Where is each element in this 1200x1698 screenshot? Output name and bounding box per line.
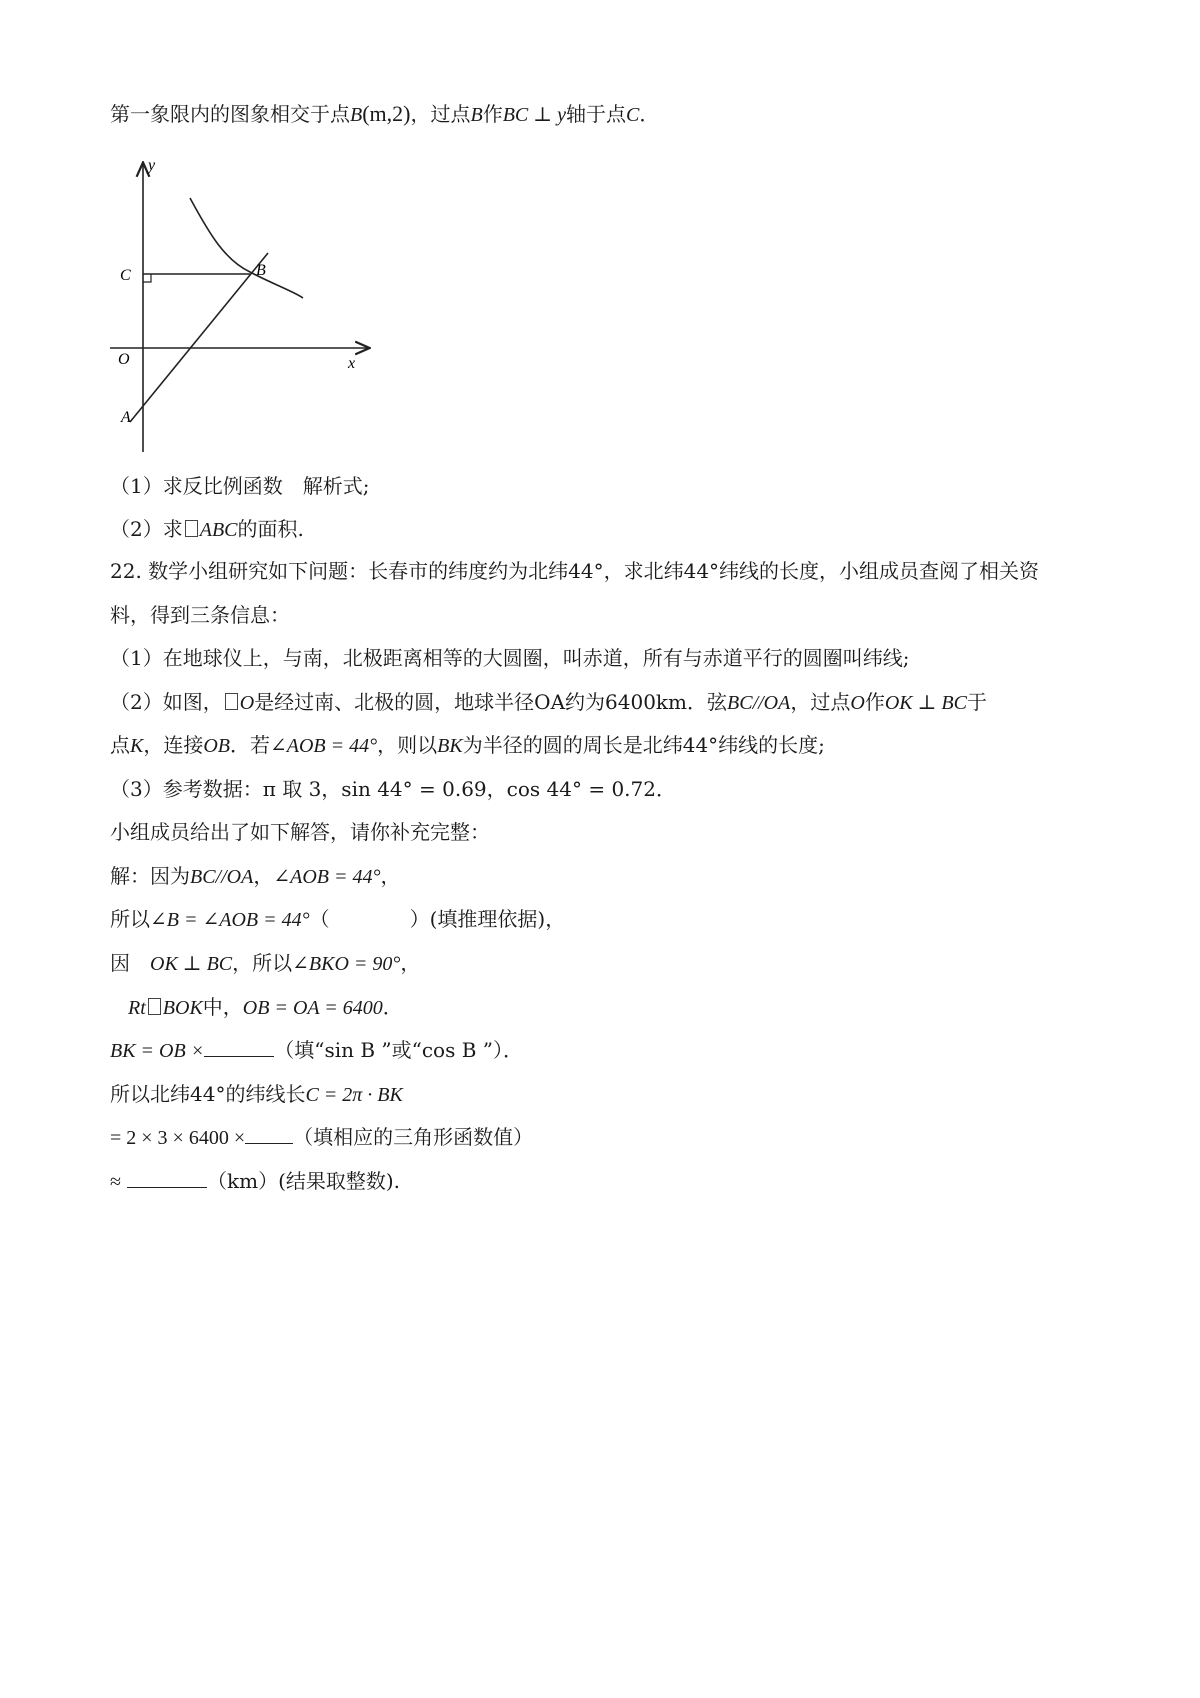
q22-l4-i: 于	[966, 690, 987, 714]
q22-l10-ok-bc: OK ⊥ BC	[150, 953, 233, 975]
hyperbola-curve	[190, 198, 303, 298]
q22-l15-approx: ≈	[110, 1171, 121, 1193]
q22-line4	[110, 688, 1100, 717]
point-b-coords: (m,2)	[362, 101, 411, 126]
q22-l14-formula: = 2 × 3 × 6400 ×	[110, 1127, 246, 1149]
q21-part2-a: （2）求	[110, 517, 183, 541]
q22-l14-b: （填相应的三角形函数值）	[293, 1125, 534, 1149]
q22-l1: 22. 数学小组研究如下问题：长春市的纬度约为北纬44°，求北纬44°纬线的长度，小组成员查阅了相关资	[110, 559, 1040, 583]
q22-l11-bok: BOK	[162, 997, 203, 1019]
label-o: O	[118, 351, 130, 368]
q22-l3: （1）在地球仪上，与南，北极距离相等的大圆圈，叫赤道，所有与赤道平行的圆圈叫纬线;	[110, 646, 910, 670]
q22-line15	[110, 1167, 1100, 1196]
q22-line12	[110, 1036, 1100, 1065]
point-b: B	[350, 104, 363, 126]
coordinate-figure	[110, 160, 390, 460]
answer-blank-trig[interactable]	[204, 1036, 274, 1057]
q22-l5-k: K	[130, 735, 144, 757]
q22-line7	[110, 818, 1100, 846]
q22-line8	[110, 862, 1100, 891]
q22-l8-bc-oa: BC//OA	[190, 866, 254, 888]
q22-l10-a: 因	[110, 951, 150, 975]
q22-l4-a: （2）如图，	[110, 690, 223, 714]
answer-blank-result[interactable]	[127, 1167, 207, 1188]
q22-line13	[110, 1080, 1100, 1109]
q22-l8-a: 解：因为	[110, 864, 190, 888]
label-x: x	[348, 355, 356, 372]
q22-l4-c: 是经过南、北极的圆，地球半径OA约为6400km．弦	[254, 690, 728, 714]
q22-line6	[110, 775, 1100, 803]
q22-line11	[128, 993, 1118, 1022]
q22-l4-o2: O	[850, 692, 865, 714]
q22-line1	[110, 557, 1100, 585]
perp-symbol: ⊥	[528, 104, 558, 126]
q22-l8-angle: ∠AOB = 44°	[273, 866, 381, 888]
q22-l9-angle: ∠B = ∠AOB = 44°	[150, 909, 310, 931]
q21-part2	[110, 515, 1100, 544]
q22-l4-e: ，过点	[790, 690, 851, 714]
q22-l5-a: 点	[110, 733, 130, 757]
q22-l5-bk: BK	[437, 735, 463, 757]
q22-l9-basis-blank[interactable]: （ ）(填推理依据)，	[309, 907, 566, 931]
q22-l8-c: ，	[253, 864, 274, 888]
q22-l8-e: ，	[380, 864, 401, 888]
intro-end: ．	[639, 102, 660, 126]
triangle-symbol-box	[185, 520, 198, 537]
segment-bc: BC	[502, 104, 529, 126]
intro-text-2: ，过点	[410, 102, 471, 126]
point-c: C	[625, 104, 640, 126]
q21-part2-c: 的面积.	[237, 517, 304, 541]
q22-line14	[110, 1123, 1100, 1152]
q22-l4-g: 作	[864, 690, 885, 714]
q22-line5	[110, 731, 1100, 760]
q22-line2	[110, 601, 1100, 629]
q22-l11-ob-oa: OB = OA = 6400	[242, 997, 383, 1019]
q22-l11-c: 中，	[202, 995, 243, 1019]
q22-l15-b: （km）(结果取整数).	[206, 1169, 401, 1193]
q22-line10	[110, 949, 1100, 978]
circle-symbol-box	[225, 693, 238, 710]
q22-l12-bk-ob: BK = OB ×	[110, 1040, 205, 1062]
q22-l5-angle: ∠AOB = 44°	[270, 735, 378, 757]
q22-l13-formula: C = 2π · BK	[305, 1084, 403, 1106]
q21-part1-text: （1）求反比例函数 解析式;	[110, 474, 370, 498]
q22-l5-e: ．若	[230, 733, 271, 757]
q22-l4-ok-bc: OK ⊥ BC	[884, 692, 967, 714]
q22-line3	[110, 644, 1100, 672]
intro-text-1: 第一象限内的图象相交于点	[110, 102, 350, 126]
intro-line	[110, 100, 1100, 129]
right-angle-mark	[143, 274, 151, 282]
q22-l12-b: （填“sin B ”或“cos B ”）．	[274, 1038, 523, 1062]
point-b-2: B	[470, 104, 483, 126]
q22-l7: 小组成员给出了如下解答，请你补充完整：	[110, 820, 490, 844]
y-symbol: y	[557, 104, 566, 126]
label-y: y	[148, 160, 156, 174]
q22-l13-a: 所以北纬44°的纬线长	[110, 1082, 306, 1106]
q22-l4-bc-oa: BC//OA	[727, 692, 791, 714]
q22-l2: 料，得到三条信息：	[110, 603, 290, 627]
q22-l5-i: 为半径的圆的周长是北纬44°纬线的长度;	[462, 733, 825, 757]
intro-text-4: 轴于点	[565, 102, 626, 126]
q22-l9-a: 所以	[110, 907, 150, 931]
q21-part2-abc: ABC	[199, 519, 238, 541]
answer-blank-value[interactable]	[245, 1123, 293, 1144]
q22-l10-c: ，所以	[232, 951, 293, 975]
q22-l11-rt: Rt	[128, 997, 146, 1019]
label-a: A	[121, 409, 131, 426]
q22-l4-o: O	[239, 692, 255, 714]
q21-part1	[110, 472, 1100, 500]
triangle-symbol-box-2	[148, 998, 161, 1015]
q22-l6: （3）参考数据：π 取 3，sin 44° = 0.69，cos 44° = 0.72．	[110, 777, 676, 801]
label-c: C	[120, 267, 131, 284]
q22-l5-c: ，连接	[143, 733, 204, 757]
intro-text-3: 作	[482, 102, 503, 126]
q22-line9	[110, 905, 1100, 934]
q22-l10-e: ，	[400, 951, 421, 975]
q22-l5-ob: OB	[203, 735, 231, 757]
q22-l10-angle: ∠BKO = 90°	[292, 953, 401, 975]
q22-l5-g: ，则以	[377, 733, 438, 757]
label-b: B	[256, 262, 266, 279]
q22-l11-e: ．	[382, 995, 403, 1019]
